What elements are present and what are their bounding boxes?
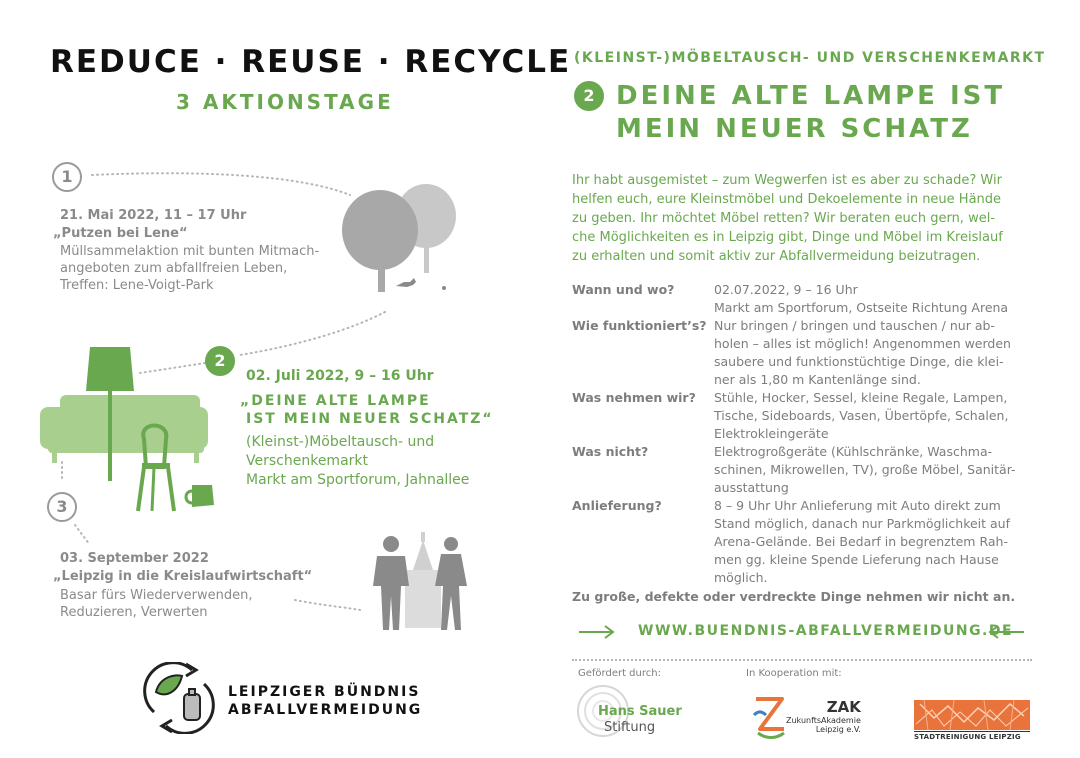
arrow-right-icon (577, 624, 617, 640)
event-3-desc-line: Reduzieren, Verwerten (60, 605, 208, 620)
faq-value (714, 281, 1042, 317)
intro-line: Ihr habt ausgemistet – zum Wegwerfen ist es aber zu schade? Wir (572, 173, 1002, 188)
event-2-date: 02. Juli 2022, 9 – 16 Uhr (246, 368, 434, 384)
zak-line1: ZukunftsAkademie (786, 716, 861, 725)
event-2-name (240, 392, 494, 428)
arrow-left-icon (986, 624, 1026, 640)
event-2-desc-line: (Kleinst-)Möbeltausch- und (246, 434, 435, 450)
trees-illustration (338, 178, 458, 298)
warning-text: Zu große, defekte oder verdreckte Dinge nehmen wir nicht an. (572, 589, 1016, 604)
stadtreinigung-text: STADTREINIGUNG LEIPZIG (914, 731, 1030, 741)
faq-line: ausstattung (714, 480, 789, 495)
event-1-desc-line: Treffen: Lene-Voigt-Park (60, 278, 214, 293)
main-headline: REDUCE · REUSE · RECYCLE (50, 44, 572, 80)
connector-1-2 (92, 173, 350, 195)
faq-line: Tische, Sideboards, Vasen, Übertöpfe, Schalen, (714, 408, 1009, 423)
event-1-date: 21. Mai 2022, 11 – 17 Uhr (60, 208, 247, 223)
faq-line: möglich. (714, 570, 768, 585)
logo-text-line: LEIPZIGER BÜNDNIS (228, 684, 421, 700)
faq-line: Stand möglich, danach nur Parkmöglichkeit auf (714, 516, 1011, 531)
faq-line: Arena-Gelände. Bei Bedarf in begrenztem Rah- (714, 534, 1008, 549)
right-title (616, 80, 1005, 146)
faq-value (714, 389, 1042, 443)
zak-logo-text (786, 698, 861, 734)
faq-line: men gg. kleine Spende Lieferung nach Hause (714, 552, 999, 567)
event-1-desc-line: angeboten zum abfallfreien Leben, (60, 261, 288, 276)
right-title-line: MEIN NEUER SCHATZ (616, 114, 973, 144)
sponsor-label: Gefördert durch: (578, 668, 661, 679)
faq-line: Stühle, Hocker, Sessel, kleine Regale, Lampen, (714, 390, 1008, 405)
faq-line: Markt am Sportforum, Ostseite Richtung Arena (714, 300, 1009, 315)
intro-line: che Möglichkeiten es in Leipzig gibt, Dinge und Möbel im Kreislauf (572, 230, 1003, 245)
faq-line: ner als 1,80 m Kantenlänge sind. (714, 372, 921, 387)
intro-line: zu erhalten und somit aktiv zur Abfallvermeidung beizutragen. (572, 249, 981, 264)
faq-line: holen – alles ist möglich! Angenommen werden (714, 336, 1011, 351)
website-link[interactable]: WWW.BUENDNIS-ABFALLVERMEIDUNG.DE (638, 623, 1014, 639)
event-2-desc-line: Markt am Sportforum, Jahnallee (246, 472, 470, 488)
faq-line: Elektrogroßgeräte (Kühlschränke, Waschma- (714, 444, 993, 459)
faq-label: Was nehmen wir? (572, 390, 696, 405)
hans-sauer-sub: Stiftung (604, 720, 656, 735)
faq-line: 8 – 9 Uhr Uhr Anlieferung mit Auto direkt zum (714, 498, 1001, 513)
zak-line2: Leipzig e.V. (815, 725, 861, 734)
faq-line: Nur bringen / bringen und tauschen / nur ab- (714, 318, 995, 333)
event-2-name-line: IST MEIN NEUER SCHATZ“ (246, 411, 494, 427)
recycle-logo-icon (142, 662, 216, 734)
event-1-desc-line: Müllsammelaktion mit bunten Mitmach- (60, 244, 320, 259)
connector-trees-2 (240, 312, 385, 355)
logo-text (228, 683, 422, 719)
faq-label: Was nicht? (572, 444, 649, 459)
right-kicker: (KLEINST-)MÖBELTAUSCH- UND VERSCHENKEMARKT (574, 50, 1046, 66)
right-event-number: 2 (574, 81, 604, 111)
logo-text-line: ABFALLVERMEIDUNG (228, 702, 423, 718)
faq-value (714, 443, 1042, 497)
faq-line: Elektrokleingeräte (714, 426, 829, 441)
event-1-name: „Putzen bei Lene“ (53, 226, 188, 241)
event-2-desc-line: Verschenkemarkt (246, 453, 369, 469)
event-2-number: 2 (205, 346, 235, 376)
hans-sauer-logo (598, 704, 682, 736)
coop-label: In Kooperation mit: (746, 668, 842, 679)
faq-label: Wie funktioniert’s? (572, 318, 707, 333)
intro-line: helfen euch, eure Kleinstmöbel und Dekoelemente in neue Hände (572, 192, 1002, 207)
faq-line: saubere und funktionstüchtige Dinge, die klei- (714, 354, 1004, 369)
faq-value (714, 497, 1042, 587)
right-intro (572, 171, 1052, 266)
main-subheadline: 3 AKTIONSTAGE (176, 90, 394, 114)
event-1-desc (60, 243, 319, 294)
event-3-date: 03. September 2022 (60, 551, 209, 566)
furniture-illustration (38, 345, 218, 515)
hans-sauer-name: Hans Sauer (598, 704, 682, 719)
people-illustration (365, 530, 475, 635)
event-3-number: 3 (47, 492, 77, 522)
zak-abbr: ZAK (826, 698, 861, 716)
event-3-desc-line: Basar fürs Wiederverwenden, (60, 588, 253, 603)
faq-line: schinen, Mikrowellen, TV), große Möbel, Sanitär- (714, 462, 1016, 477)
stadtreinigung-map-icon (914, 700, 1030, 730)
faq-label: Anlieferung? (572, 498, 662, 513)
faq-label: Wann und wo? (572, 282, 675, 297)
event-3-desc (60, 587, 252, 621)
faq-value (714, 317, 1042, 389)
faq-line: 02.07.2022, 9 – 16 Uhr (714, 282, 858, 297)
event-2-name-line: „DEINE ALTE LAMPE (240, 393, 431, 409)
zak-logo-icon (752, 693, 788, 739)
event-1-number: 1 (52, 162, 82, 192)
footer-divider (572, 659, 1032, 661)
event-3-name: „Leipzig in die Kreislaufwirtschaft“ (53, 569, 313, 584)
connector-3-people (295, 600, 360, 610)
intro-line: zu geben. Ihr möchtet Möbel retten? Wir beraten euch gern, wel- (572, 211, 996, 226)
right-title-line: DEINE ALTE LAMPE IST (616, 81, 1006, 111)
connector-3-text (75, 525, 90, 545)
event-2-desc (246, 433, 469, 490)
